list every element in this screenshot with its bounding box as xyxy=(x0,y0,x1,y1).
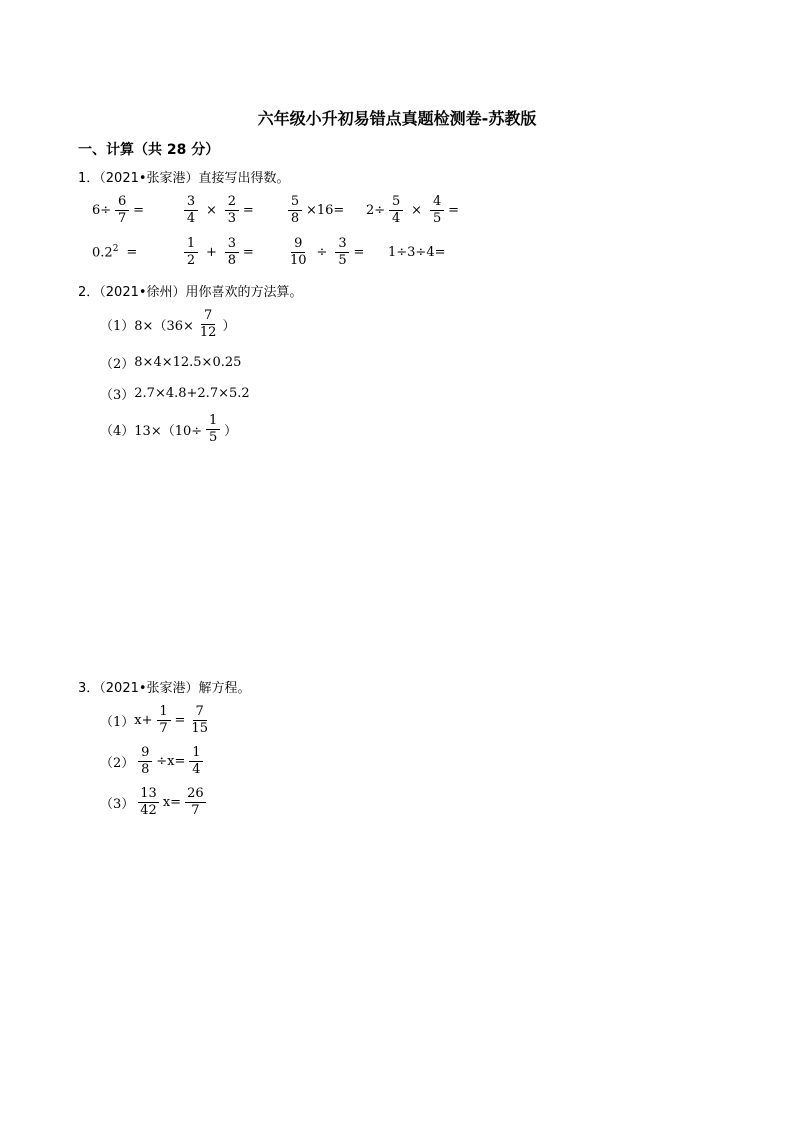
numerator: 13 xyxy=(140,785,157,801)
item-label: （1） xyxy=(100,318,135,334)
fraction xyxy=(189,704,210,737)
expr-text: x= xyxy=(162,794,182,810)
numerator: 7 xyxy=(193,704,207,721)
expr-text: 8×4×12.5×0.25 xyxy=(134,354,242,370)
fraction xyxy=(189,745,203,778)
section-heading: 一、计算（共 28 分） xyxy=(78,142,220,158)
expr-text: ） xyxy=(222,318,236,334)
q2-item xyxy=(100,373,250,413)
fraction xyxy=(184,236,198,269)
q1-expression xyxy=(180,232,254,272)
numerator: 1 xyxy=(206,413,220,430)
fraction xyxy=(225,236,239,269)
q1-expression xyxy=(92,190,144,230)
operator: × xyxy=(206,202,217,218)
question-prompt: 用你喜欢的方法算。 xyxy=(185,285,303,300)
denominator: 4 xyxy=(186,210,196,226)
numerator: 9 xyxy=(291,236,305,253)
question-source: （2021•张家港） xyxy=(99,681,199,696)
expr-text: 2.7×4.8+2.7×5.2 xyxy=(134,385,250,401)
item-label: （3） xyxy=(100,796,135,812)
numerator: 3 xyxy=(335,236,349,253)
expr-text: = xyxy=(133,202,145,218)
numerator: 4 xyxy=(430,194,444,211)
numerator: 5 xyxy=(389,194,403,211)
power-base: 0.2 xyxy=(92,245,113,261)
fraction xyxy=(138,745,152,778)
power-exponent: 2 xyxy=(112,243,119,254)
q1-expression xyxy=(92,232,137,272)
denominator: 5 xyxy=(432,210,442,226)
denominator: 7 xyxy=(159,720,168,736)
denominator: 5 xyxy=(338,252,347,268)
expr-text: 2÷ xyxy=(366,202,386,218)
question-3-header xyxy=(78,677,251,696)
denominator: 10 xyxy=(290,252,307,268)
expr-text: = xyxy=(174,712,186,728)
q1-expression xyxy=(284,190,344,230)
fraction xyxy=(185,786,206,819)
q3-item xyxy=(100,741,207,781)
item-label: （4） xyxy=(100,423,135,439)
fraction xyxy=(198,308,219,341)
expr-text: 8×（36× xyxy=(134,318,194,334)
operator: × xyxy=(411,202,423,218)
q1-expression xyxy=(180,190,254,230)
fraction xyxy=(157,704,171,737)
operator: + xyxy=(206,244,217,260)
denominator: 8 xyxy=(227,252,237,268)
expr-text: x+ xyxy=(134,712,153,728)
numerator: 3 xyxy=(184,194,198,211)
q1-expression xyxy=(366,190,459,230)
question-1-header xyxy=(78,167,290,186)
expr-text: ） xyxy=(224,423,238,439)
expr-text: ×16= xyxy=(306,202,345,218)
q3-item xyxy=(100,782,210,822)
fraction xyxy=(335,236,349,269)
q1-expression xyxy=(388,232,446,272)
denominator: 8 xyxy=(141,761,150,777)
expr-text: ÷x= xyxy=(156,753,186,769)
expr-text: = xyxy=(353,244,365,260)
expr-text: 13×（10÷ xyxy=(134,423,203,439)
fraction xyxy=(206,413,220,446)
expr-text: = xyxy=(448,202,459,218)
operator: ÷ xyxy=(316,244,328,260)
numerator: 5 xyxy=(288,194,302,211)
expr-text: = xyxy=(242,202,254,218)
q3-item xyxy=(100,700,214,740)
denominator: 4 xyxy=(392,210,401,226)
fraction xyxy=(138,786,159,819)
question-prompt: 直接写出得数。 xyxy=(198,171,290,186)
numerator: 1 xyxy=(157,704,171,721)
numerator: 1 xyxy=(189,745,203,762)
denominator: 8 xyxy=(290,210,300,226)
denominator: 15 xyxy=(191,720,208,736)
q1-expression xyxy=(284,232,364,272)
denominator: 4 xyxy=(192,761,201,777)
q2-item xyxy=(100,409,237,449)
denominator: 42 xyxy=(140,802,157,818)
item-label: （2） xyxy=(100,755,135,771)
numerator: 3 xyxy=(225,236,239,253)
question-number: 3． xyxy=(78,681,100,696)
question-number: 2． xyxy=(78,285,100,300)
fraction xyxy=(288,194,302,227)
item-label: （2） xyxy=(100,356,135,372)
fraction xyxy=(430,194,444,227)
numerator: 26 xyxy=(187,785,204,801)
numerator: 1 xyxy=(184,236,198,253)
question-source: （2021•张家港） xyxy=(99,171,199,186)
fraction xyxy=(288,236,309,269)
expr-text: 1÷3÷4= xyxy=(388,244,446,260)
denominator: 7 xyxy=(118,210,127,226)
numerator: 2 xyxy=(225,194,239,211)
question-source: （2021•徐州） xyxy=(99,285,186,300)
question-number: 1． xyxy=(78,171,100,186)
denominator: 12 xyxy=(199,324,217,340)
denominator: 2 xyxy=(186,252,196,268)
question-2-header xyxy=(78,281,303,300)
numerator: 9 xyxy=(138,745,152,762)
item-label: （1） xyxy=(100,714,135,730)
numerator: 7 xyxy=(201,308,215,325)
item-label: （3） xyxy=(100,387,135,403)
expr-text: 6÷ xyxy=(92,202,112,218)
expr-text xyxy=(92,244,118,260)
fraction xyxy=(389,194,403,227)
denominator: 3 xyxy=(227,210,237,226)
page-title: 六年级小升初易错点真题检测卷-苏教版 xyxy=(257,109,537,128)
denominator: 5 xyxy=(209,429,218,445)
question-prompt: 解方程。 xyxy=(198,681,251,696)
fraction xyxy=(115,194,129,227)
numerator: 6 xyxy=(115,194,129,211)
denominator: 7 xyxy=(191,802,200,818)
fraction xyxy=(184,194,198,227)
expr-text: = xyxy=(126,244,138,260)
q2-item xyxy=(100,304,235,344)
fraction xyxy=(225,194,239,227)
expr-text: = xyxy=(242,244,254,260)
